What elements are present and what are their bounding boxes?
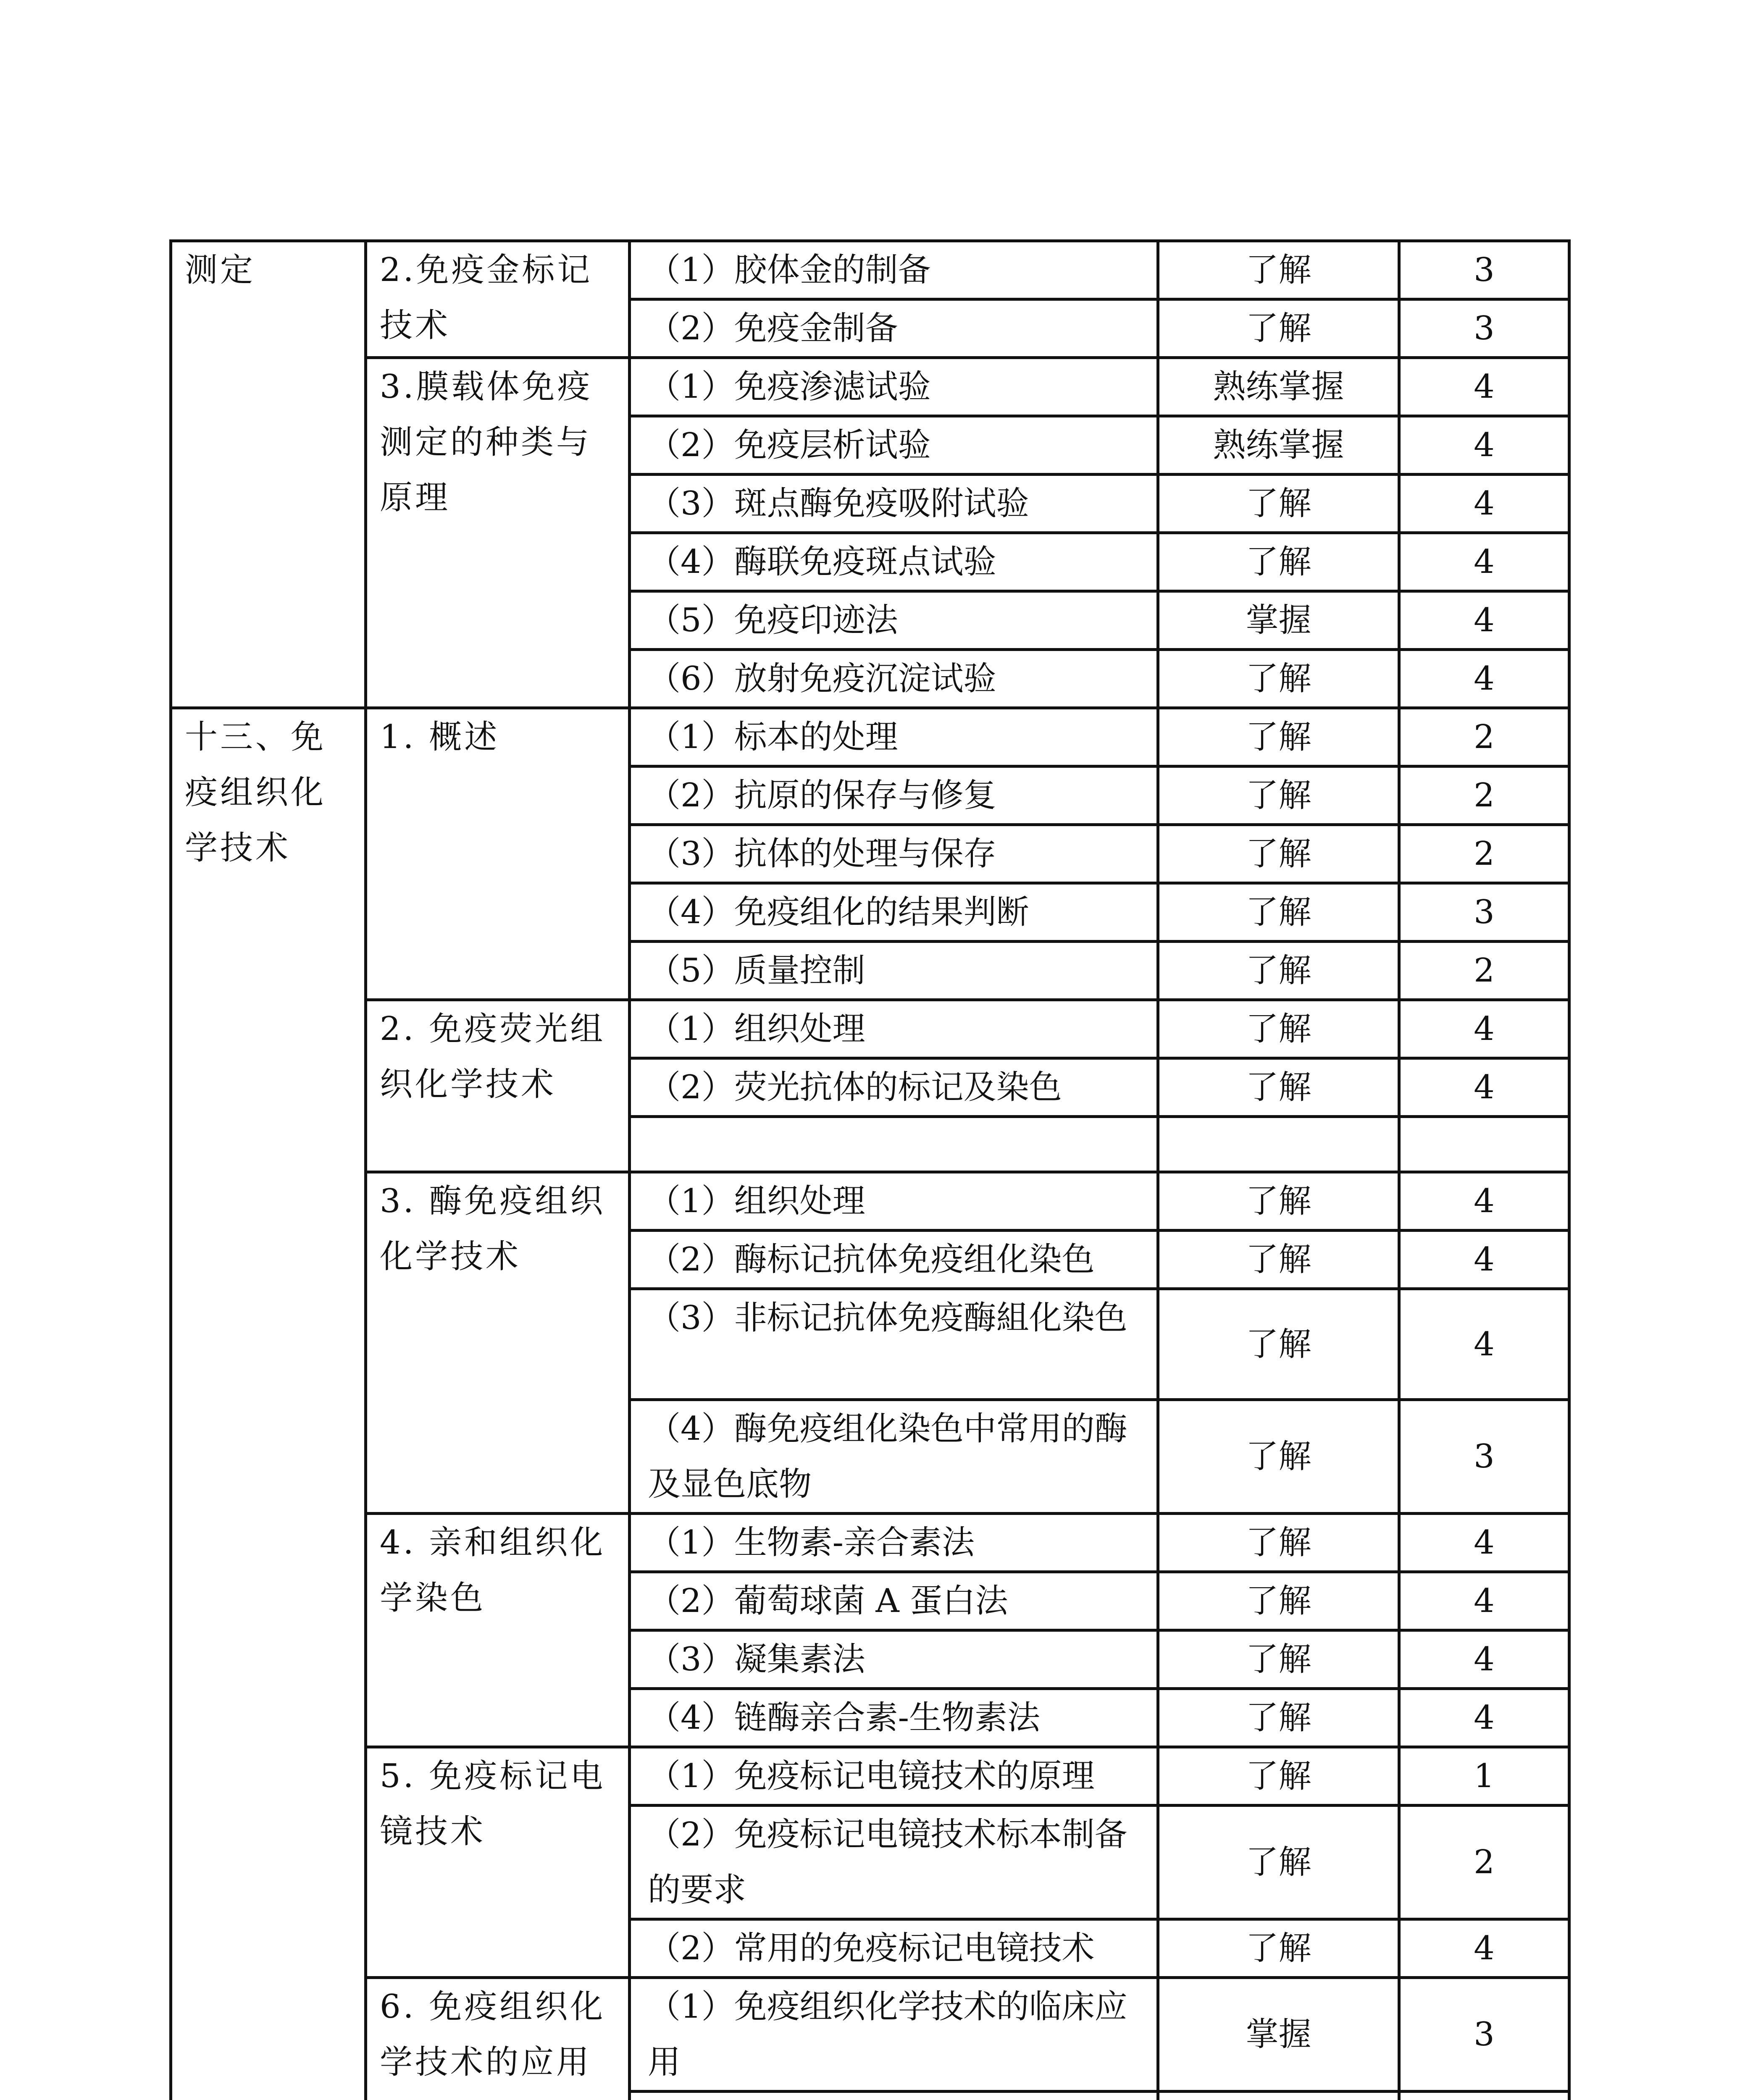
hours-cell: 4	[1399, 1919, 1569, 1978]
hours-cell: 3	[1399, 883, 1569, 942]
content-item-cell: （4）酶免疫组化染色中常用的酶及显色底物	[630, 1400, 1158, 1514]
topic-cell: 6. 免疫组织化学技术的应用	[366, 1978, 630, 2100]
hours-cell: 4	[1399, 1172, 1569, 1231]
content-item-cell: （4）酶联免疫斑点试验	[630, 533, 1158, 591]
requirement-level-cell: 熟练掌握	[1158, 416, 1399, 475]
hours-cell: 4	[1399, 591, 1569, 650]
requirement-level-cell: 了解	[1158, 1630, 1399, 1689]
table-row	[171, 1000, 1569, 1058]
requirement-level-cell: 了解	[1158, 533, 1399, 591]
content-item-cell: （1）免疫组织化学技术的临床应用	[630, 1978, 1158, 2092]
requirement-level-cell: 了解	[1158, 1289, 1399, 1400]
hours-cell: 3	[1399, 1400, 1569, 1514]
table-row	[171, 1747, 1569, 1806]
requirement-level-cell: 了解	[1158, 1000, 1399, 1058]
hours-cell: 4	[1399, 533, 1569, 591]
content-item-cell: （3）凝集素法	[630, 1630, 1158, 1689]
table-row	[171, 1978, 1569, 2092]
hours-cell: 4	[1399, 1514, 1569, 1572]
content-item-cell: （2）葡萄球菌 A 蛋白法	[630, 1572, 1158, 1630]
requirement-level-cell: 了解	[1158, 1747, 1399, 1806]
content-item-cell: （2）酶标记抗体免疫组化染色	[630, 1231, 1158, 1289]
topic-cell: 2.免疫金标记技术	[366, 241, 630, 358]
content-item-cell: （3）非标记抗体免疫酶組化染色	[630, 1289, 1158, 1400]
hours-cell: 4	[1399, 1572, 1569, 1630]
content-item-cell: （4）免疫组化的结果判断	[630, 883, 1158, 942]
requirement-level-cell: 了解	[1158, 708, 1399, 766]
hours-cell: 3	[1399, 299, 1569, 358]
hours-cell: 4	[1399, 650, 1569, 708]
requirement-level-cell: 了解	[1158, 1689, 1399, 1747]
requirement-level-cell: 了解	[1158, 475, 1399, 533]
content-item-cell: （2）荧光抗体的标记及染色	[630, 1058, 1158, 1117]
content-item-cell: （2）免疫标记电镜技术标本制备的要求	[630, 1806, 1158, 1919]
hours-cell: 4	[1399, 1630, 1569, 1689]
requirement-level-cell: 了解	[1158, 1400, 1399, 1514]
hours-cell: 3	[1399, 241, 1569, 299]
requirement-level-cell: 了解	[1158, 1172, 1399, 1231]
content-item-cell: （2）免疫金制备	[630, 299, 1158, 358]
hours-cell: 2	[1399, 766, 1569, 825]
content-item-cell: （1）生物素-亲合素法	[630, 1514, 1158, 1572]
category-cell: 测定	[171, 241, 366, 708]
requirement-level-cell: 了解	[1158, 1058, 1399, 1117]
requirement-level-cell: 了解	[1158, 883, 1399, 942]
topic-cell: 3.膜载体免疫测定的种类与原理	[366, 358, 630, 708]
requirement-level-cell: 了解	[1158, 1514, 1399, 1572]
content-item-cell: （5）免疫印迹法	[630, 591, 1158, 650]
content-item-cell: （1）组织处理	[630, 1000, 1158, 1058]
hours-cell: 3	[1399, 1978, 1569, 2092]
topic-cell: 4. 亲和组织化学染色	[366, 1514, 630, 1747]
content-item-cell	[630, 1117, 1158, 1172]
hours-cell: 4	[1399, 1689, 1569, 1747]
topic-cell: 5. 免疫标记电镜技术	[366, 1747, 630, 1978]
syllabus-table	[169, 239, 1571, 2100]
content-item-cell: （1）组织处理	[630, 1172, 1158, 1231]
content-item-cell: （3）斑点酶免疫吸附试验	[630, 475, 1158, 533]
requirement-level-cell	[1158, 1117, 1399, 1172]
hours-cell: 2	[1399, 942, 1569, 1000]
content-item-cell: （2）抗原的保存与修复	[630, 766, 1158, 825]
hours-cell: 4	[1399, 1231, 1569, 1289]
category-cell: 十三、免疫组织化学技术	[171, 708, 366, 2100]
content-item-cell: （1）免疫渗滤试验	[630, 358, 1158, 416]
requirement-level-cell	[1158, 2092, 1399, 2100]
requirement-level-cell: 了解	[1158, 942, 1399, 1000]
hours-cell: 2	[1399, 708, 1569, 766]
requirement-level-cell: 了解	[1158, 241, 1399, 299]
requirement-level-cell: 了解	[1158, 650, 1399, 708]
requirement-level-cell: 掌握	[1158, 591, 1399, 650]
hours-cell: 4	[1399, 1000, 1569, 1058]
table-row	[171, 1514, 1569, 1572]
requirement-level-cell: 了解	[1158, 299, 1399, 358]
content-item-cell: （5）质量控制	[630, 942, 1158, 1000]
content-item-cell: （6）放射免疫沉淀试验	[630, 650, 1158, 708]
hours-cell	[1399, 1117, 1569, 1172]
table-row	[171, 358, 1569, 416]
hours-cell: 4	[1399, 1289, 1569, 1400]
table-row	[171, 1172, 1569, 1231]
content-item-cell: （1）免疫标记电镜技术的原理	[630, 1747, 1158, 1806]
topic-cell: 3. 酶免疫组织化学技术	[366, 1172, 630, 1514]
requirement-level-cell: 了解	[1158, 1231, 1399, 1289]
content-item-cell: （1）胶体金的制备	[630, 241, 1158, 299]
table-row	[171, 241, 1569, 299]
requirement-level-cell: 了解	[1158, 766, 1399, 825]
hours-cell: 4	[1399, 358, 1569, 416]
content-item-cell: （2）常用的免疫标记电镜技术	[630, 1919, 1158, 1978]
hours-cell: 1	[1399, 1747, 1569, 1806]
topic-cell: 2. 免疫荧光组织化学技术	[366, 1000, 630, 1172]
hours-cell: 4	[1399, 475, 1569, 533]
content-item-cell: （4）链酶亲合素-生物素法	[630, 1689, 1158, 1747]
requirement-level-cell: 了解	[1158, 1572, 1399, 1630]
requirement-level-cell: 了解	[1158, 1919, 1399, 1978]
hours-cell	[1399, 2092, 1569, 2100]
requirement-level-cell: 掌握	[1158, 1978, 1399, 2092]
content-item-cell: （2）免疫层析试验	[630, 416, 1158, 475]
hours-cell: 2	[1399, 825, 1569, 883]
hours-cell: 4	[1399, 416, 1569, 475]
content-item-cell	[630, 2092, 1158, 2100]
topic-cell: 1. 概述	[366, 708, 630, 1000]
table-row	[171, 708, 1569, 766]
hours-cell: 2	[1399, 1806, 1569, 1919]
requirement-level-cell: 了解	[1158, 825, 1399, 883]
hours-cell: 4	[1399, 1058, 1569, 1117]
content-item-cell: （3）抗体的处理与保存	[630, 825, 1158, 883]
requirement-level-cell: 了解	[1158, 1806, 1399, 1919]
content-item-cell: （1）标本的处理	[630, 708, 1158, 766]
requirement-level-cell: 熟练掌握	[1158, 358, 1399, 416]
